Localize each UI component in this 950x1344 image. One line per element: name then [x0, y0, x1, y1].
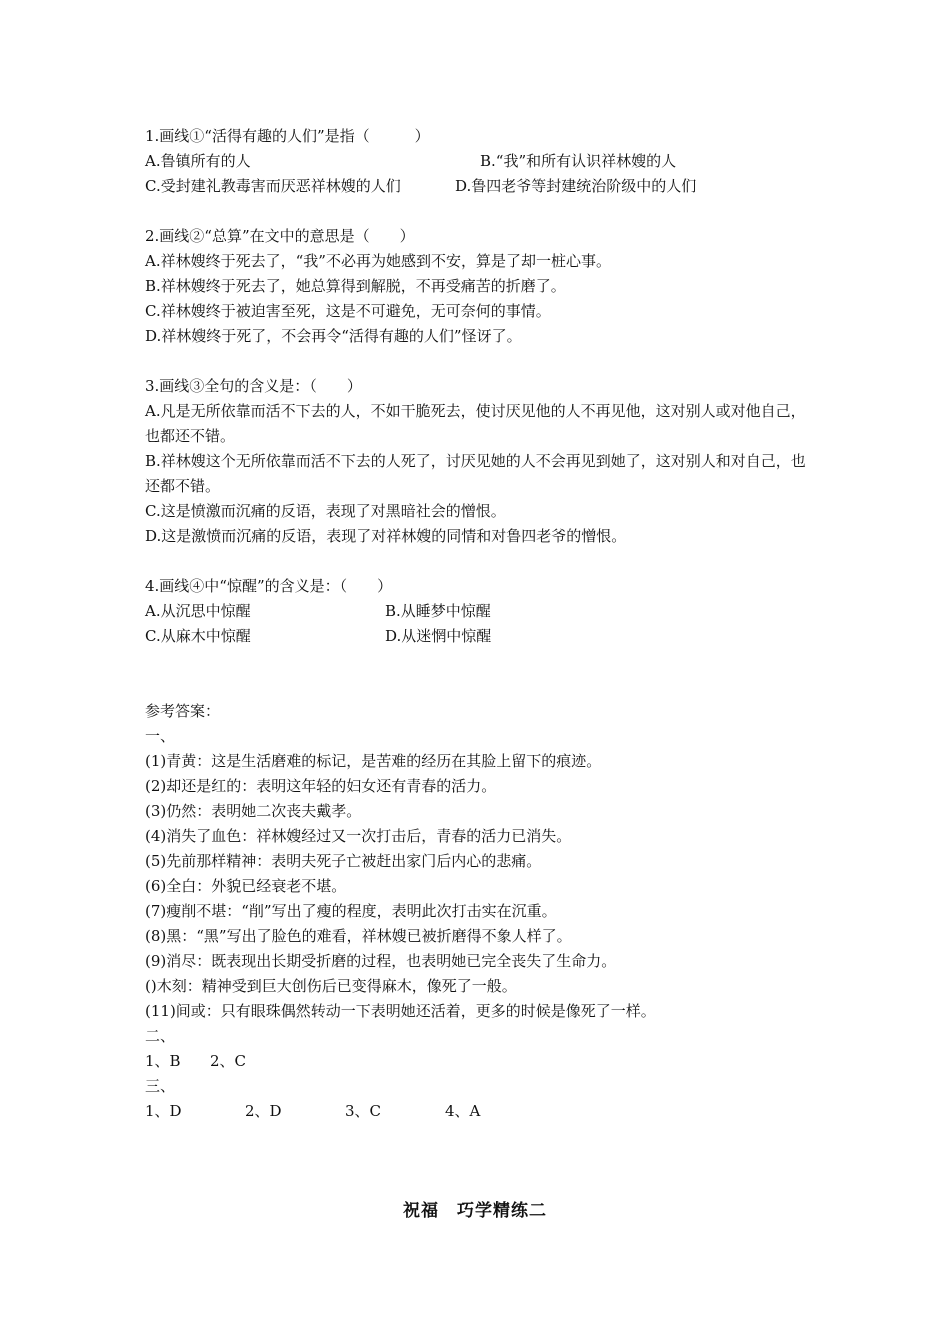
list-item: (6)全白：外貌已经衰老不堪。	[145, 877, 347, 895]
list-item: (1)青黄：这是生活磨难的标记，是苦难的经历在其脸上留下的痕迹。	[145, 752, 602, 770]
question-stem: 4.画线④中“惊醒”的含义是：（ ）	[145, 577, 393, 595]
answer-item: 1、D	[145, 1102, 182, 1120]
answer-part-2-row	[145, 1049, 815, 1074]
options-row	[145, 624, 815, 649]
answer-part-1-label: 一、	[145, 727, 176, 745]
option-d: D.祥林嫂终于死了，不会再令“活得有趣的人们”怪讶了。	[145, 327, 522, 345]
option-b: B.“我”和所有认识祥林嫂的人	[480, 152, 677, 170]
question-1	[145, 124, 815, 199]
question-stem: 2.画线②“总算”在文中的意思是（ ）	[145, 227, 415, 245]
list-item: ()木刻：精神受到巨大创伤后已变得麻木，像死了一般。	[145, 977, 517, 995]
answer-key	[145, 699, 815, 1124]
answer-part-1-list	[145, 749, 815, 1024]
options-row	[145, 149, 815, 174]
option-d: D.鲁四老爷等封建统治阶级中的人们	[455, 177, 697, 195]
option-b: B.祥林嫂终于死去了，她总算得到解脱，不再受痛苦的折磨了。	[145, 277, 566, 295]
list-item: (5)先前那样精神：表明夫死子亡被赶出家门后内心的悲痛。	[145, 852, 542, 870]
question-stem: 3.画线③全句的含义是：（ ）	[145, 377, 362, 395]
option-c: C.从麻木中惊醒	[145, 627, 251, 645]
option-c: C.这是愤激而沉痛的反语，表现了对黑暗社会的憎恨。	[145, 502, 506, 520]
option-b: B.从睡梦中惊醒	[385, 602, 491, 620]
option-a: A.鲁镇所有的人	[145, 152, 251, 170]
list-item: (8)黑：“黑”写出了脸色的难看，祥林嫂已被折磨得不象人样了。	[145, 927, 572, 945]
option-b: B.祥林嫂这个无所依靠而活不下去的人死了，讨厌见她的人不会再见到她了，这对别人和对自己，也还都不错。	[145, 452, 806, 495]
options-row	[145, 174, 815, 199]
answer-item: 1、B	[145, 1052, 181, 1070]
option-c: C.受封建礼教毒害而厌恶祥林嫂的人们	[145, 177, 401, 195]
question-2	[145, 224, 815, 349]
options-row	[145, 599, 815, 624]
answer-item: 4、A	[445, 1102, 481, 1120]
option-a: A.凡是无所依靠而活不下去的人，不如干脆死去，使讨厌见他的人不再见他，这对别人或对他自己，也都还不错。	[145, 402, 806, 445]
answer-heading: 参考答案：	[145, 702, 221, 720]
answer-item: 2、C	[210, 1052, 247, 1070]
question-stem: 1.画线①“活得有趣的人们”是指（ ）	[145, 127, 430, 145]
answer-part-2-label: 二、	[145, 1027, 176, 1045]
option-c: C.祥林嫂终于被迫害至死，这是不可避免，无可奈何的事情。	[145, 302, 551, 320]
list-item: (3)仍然：表明她二次丧夫戴孝。	[145, 802, 362, 820]
answer-part-3-label: 三、	[145, 1077, 176, 1095]
list-item: (4)消失了血色：祥林嫂经过又一次打击后，青春的活力已消失。	[145, 827, 572, 845]
answer-item: 3、C	[345, 1102, 382, 1120]
list-item: (11)间或：只有眼珠偶然转动一下表明她还活着，更多的时候是像死了一样。	[145, 1002, 656, 1020]
option-d: D.这是激愤而沉痛的反语，表现了对祥林嫂的同情和对鲁四老爷的憎恨。	[145, 527, 627, 545]
question-3	[145, 374, 815, 549]
option-a: A.祥林嫂终于死去了，“我”不必再为她感到不安，算是了却一桩心事。	[145, 252, 611, 270]
answer-part-3-row	[145, 1099, 815, 1124]
document-body	[145, 124, 815, 1124]
section-title: 祝福 巧学精练二	[403, 1201, 547, 1221]
list-item: (9)消尽：既表现出长期受折磨的过程，也表明她已完全丧失了生命力。	[145, 952, 617, 970]
option-a: A.从沉思中惊醒	[145, 602, 251, 620]
option-d: D.从迷惘中惊醒	[385, 627, 492, 645]
list-item: (7)瘦削不堪：“削”写出了瘦的程度，表明此次打击实在沉重。	[145, 902, 557, 920]
question-4	[145, 574, 815, 649]
answer-item: 2、D	[245, 1102, 282, 1120]
list-item: (2)却还是红的：表明这年轻的妇女还有青春的活力。	[145, 777, 497, 795]
